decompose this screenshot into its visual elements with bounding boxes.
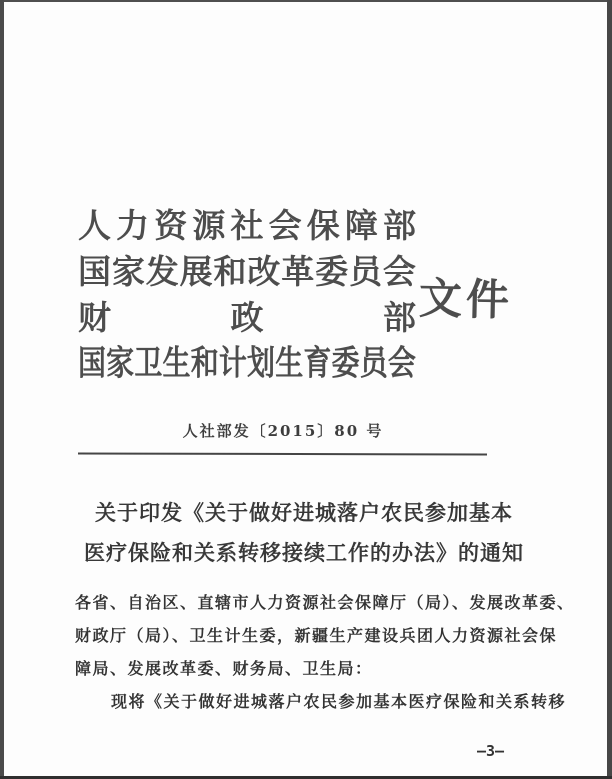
title-line-1: 关于印发《关于做好进城落户农民参加基本 bbox=[95, 500, 513, 525]
salutation-line: 障局、发展改革委、财务局、卫生局： bbox=[75, 659, 373, 678]
doc-type-label: 文件 bbox=[418, 274, 514, 326]
opening-paragraph: 现将《关于做好进城落户农民参加基本医疗保险和关系转移 bbox=[111, 692, 567, 711]
agency-line-mof: 财 政 部 bbox=[78, 297, 416, 337]
page-number: —3— bbox=[477, 742, 505, 760]
agency-line-mohrss: 人 力 资 源 社 会 保 障 部 bbox=[78, 205, 416, 245]
scan-edge-top bbox=[0, 0, 612, 2]
doc-number: 人社部发〔2015〕80 号 bbox=[182, 422, 384, 440]
title-line-2: 医疗保险和关系转移接续工作的办法》的通知 bbox=[84, 540, 524, 565]
scan-edge-right bbox=[607, 0, 612, 779]
document-title bbox=[58, 493, 550, 573]
document-body bbox=[75, 586, 575, 718]
agency-line-nhfpc: 国 家 卫 生 和 计 划 生 育 委 员 会 bbox=[78, 342, 416, 383]
salutation-line: 财政厅（局）、卫生计生委，新疆生产建设兵团人力资源社会保 bbox=[75, 626, 558, 645]
letterhead bbox=[78, 200, 416, 384]
header-rule bbox=[78, 452, 487, 455]
salutation-line: 各省、自治区、直辖市人力资源社会保障厅（局）、发展改革委、 bbox=[75, 593, 575, 612]
agency-line-ndrc: 国 家 发 展 和 改 革 委 员 会 bbox=[78, 251, 416, 291]
scan-edge-left bbox=[0, 0, 4, 779]
